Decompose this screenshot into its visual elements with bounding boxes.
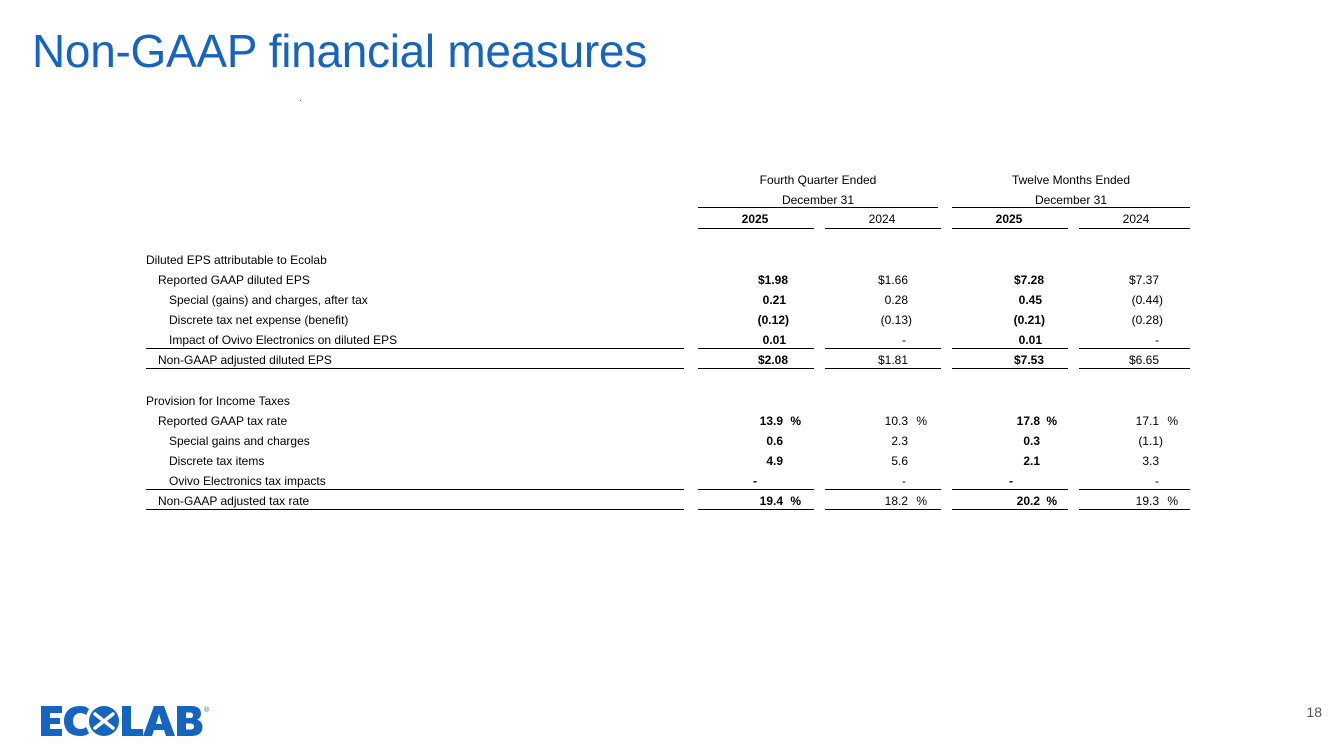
table-row <box>0 290 1333 310</box>
row-label: Impact of Ovivo Electronics on diluted EPS <box>169 333 398 347</box>
total-rule <box>146 509 684 510</box>
cell-q4-2025: $1.98 <box>757 273 788 287</box>
cell-q4-2025: $2.08 <box>757 353 788 367</box>
group-header-fy-line2: December 31 <box>1034 193 1108 207</box>
total-rule <box>952 509 1068 510</box>
cell-fy-2025: $7.28 <box>1013 273 1044 287</box>
row-label: Ovivo Electronics tax impacts <box>169 474 326 488</box>
table-row <box>0 411 1333 431</box>
subtotal-rule <box>1079 348 1190 349</box>
total-rule <box>825 509 941 510</box>
table-row <box>0 471 1333 491</box>
eps-section-heading-row <box>0 250 1333 270</box>
cell-q4-2024: $1.66 <box>877 273 908 287</box>
cell-fy-2024: (0.28) <box>1131 313 1163 327</box>
cell-q4-2024: 10.3 <box>884 414 908 428</box>
cell-q4-2025: 13.9 <box>759 414 783 428</box>
row-label: Reported GAAP diluted EPS <box>158 273 310 287</box>
total-rule <box>1079 509 1190 510</box>
total-rule <box>698 509 814 510</box>
cell-q4-2025: 0.01 <box>762 333 786 347</box>
group-header-q4-line1: Fourth Quarter Ended <box>759 173 877 187</box>
total-rule <box>825 368 941 369</box>
cell-fy-2024: $7.37 <box>1128 273 1159 287</box>
cell-fy-2024: (1.1) <box>1138 434 1163 448</box>
total-rule <box>1079 368 1190 369</box>
decorative-dot <box>300 100 301 101</box>
cell-fy-2025: 0.45 <box>1018 293 1042 307</box>
cell-q4-2025: 19.4 <box>759 494 783 508</box>
table-row <box>0 431 1333 451</box>
row-label: Special (gains) and charges, after tax <box>169 293 368 307</box>
table-row <box>0 310 1333 330</box>
group-rule-q4 <box>698 207 938 208</box>
cell-fy-2024: 3.3 <box>1142 454 1159 468</box>
group-header-q4-line2: December 31 <box>781 193 855 207</box>
cell-fy-2025: 17.8 <box>1016 414 1040 428</box>
cell-q4-2024: 0.28 <box>884 293 908 307</box>
pct-sign: % <box>1046 494 1057 508</box>
cell-q4-2025: 4.9 <box>766 454 783 468</box>
total-rule <box>698 368 814 369</box>
total-rule <box>952 368 1068 369</box>
table-row-total <box>0 491 1333 511</box>
section-heading: Diluted EPS attributable to Ecolab <box>146 253 327 267</box>
cell-fy-2025: (0.21) <box>1013 313 1045 327</box>
subtotal-rule <box>1079 489 1190 490</box>
cell-q4-2025: 0.6 <box>766 434 783 448</box>
group-header-fy-line1: Twelve Months Ended <box>1011 173 1131 187</box>
cell-fy-2025: 20.2 <box>1016 494 1040 508</box>
registered-mark: ® <box>204 707 210 714</box>
cell-fy-2025: - <box>1009 474 1013 488</box>
group-rule-fy <box>952 207 1190 208</box>
row-label: Discrete tax net expense (benefit) <box>169 313 349 327</box>
cell-q4-2025: - <box>753 474 757 488</box>
year-header-fy-2025: 2025 <box>995 212 1023 226</box>
cell-q4-2024: - <box>902 333 906 347</box>
cell-q4-2025: (0.12) <box>757 313 789 327</box>
row-label: Non-GAAP adjusted diluted EPS <box>158 353 332 367</box>
cell-fy-2025: 0.01 <box>1018 333 1042 347</box>
slide-title: Non-GAAP financial measures <box>32 25 647 77</box>
table-row <box>0 330 1333 350</box>
pct-sign: % <box>790 414 801 428</box>
cell-fy-2024: 19.3 <box>1135 494 1159 508</box>
subtotal-rule <box>952 348 1068 349</box>
row-label: Special gains and charges <box>169 434 310 448</box>
cell-fy-2025: 2.1 <box>1023 454 1040 468</box>
total-rule <box>146 368 684 369</box>
row-label: Non-GAAP adjusted tax rate <box>158 494 310 508</box>
cell-fy-2024: $6.65 <box>1128 353 1159 367</box>
pct-sign: % <box>916 414 927 428</box>
cell-fy-2024: 17.1 <box>1135 414 1159 428</box>
tax-section-heading-row <box>0 391 1333 411</box>
cell-fy-2025: $7.53 <box>1013 353 1044 367</box>
year-rule <box>952 228 1068 229</box>
cell-q4-2024: 2.3 <box>891 434 908 448</box>
year-header-q4-2024: 2024 <box>868 212 896 226</box>
cell-q4-2025: 0.21 <box>762 293 786 307</box>
cell-q4-2024: $1.81 <box>877 353 908 367</box>
table-row <box>0 451 1333 471</box>
cell-q4-2024: (0.13) <box>880 313 912 327</box>
subtotal-rule <box>146 348 684 349</box>
pct-sign: % <box>790 494 801 508</box>
table-row <box>0 270 1333 290</box>
cell-fy-2024: - <box>1155 333 1159 347</box>
subtotal-rule <box>698 489 814 490</box>
cell-fy-2024: (0.44) <box>1131 293 1163 307</box>
cell-q4-2024: 5.6 <box>891 454 908 468</box>
pct-sign: % <box>1046 414 1057 428</box>
year-rule <box>825 228 941 229</box>
table-row-total <box>0 350 1333 370</box>
pct-sign: % <box>1167 414 1178 428</box>
pct-sign: % <box>916 494 927 508</box>
subtotal-rule <box>825 348 941 349</box>
cell-fy-2024: - <box>1155 474 1159 488</box>
cell-q4-2024: - <box>902 474 906 488</box>
row-label: Discrete tax items <box>169 454 265 468</box>
year-rule <box>698 228 814 229</box>
pct-sign: % <box>1167 494 1178 508</box>
year-header-q4-2025: 2025 <box>741 212 769 226</box>
subtotal-rule <box>146 489 684 490</box>
subtotal-rule <box>952 489 1068 490</box>
cell-q4-2024: 18.2 <box>884 494 908 508</box>
cell-fy-2025: 0.3 <box>1023 434 1040 448</box>
year-header-fy-2024: 2024 <box>1122 212 1150 226</box>
section-heading: Provision for Income Taxes <box>146 394 290 408</box>
subtotal-rule <box>825 489 941 490</box>
row-label: Reported GAAP tax rate <box>158 414 288 428</box>
subtotal-rule <box>698 348 814 349</box>
page-number: 18 <box>1306 704 1322 720</box>
ecolab-logo <box>40 703 212 739</box>
year-rule <box>1079 228 1190 229</box>
